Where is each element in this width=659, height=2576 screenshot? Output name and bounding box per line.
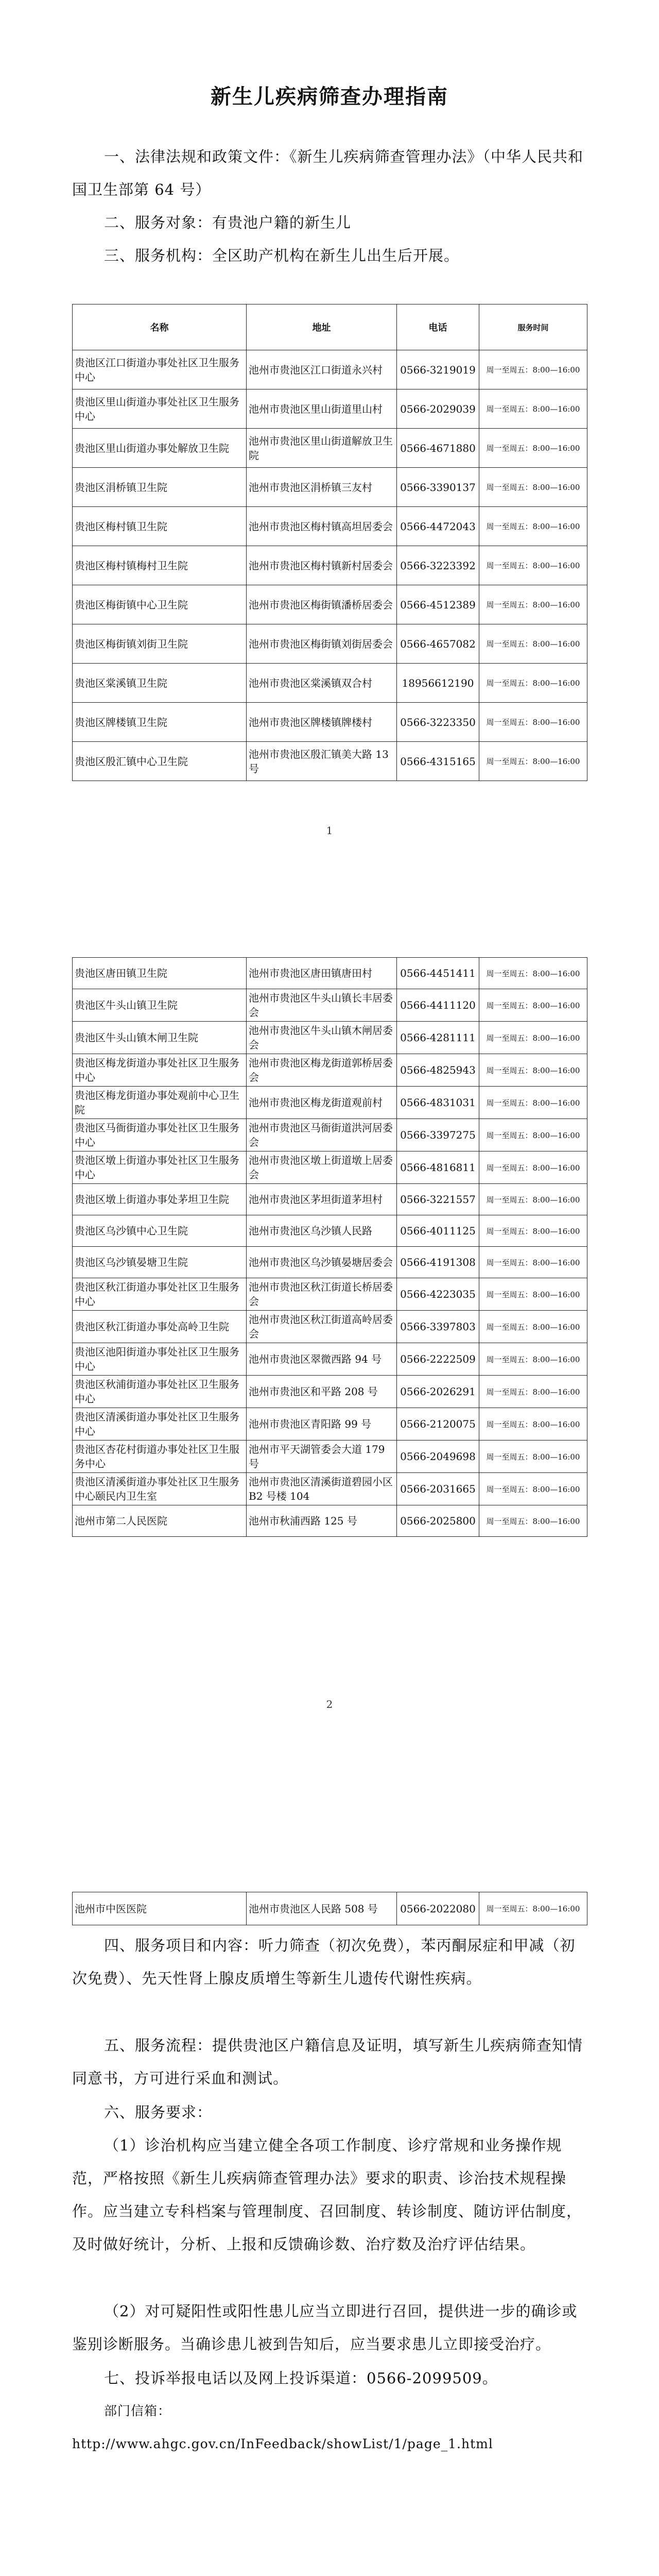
agency-address: 池州市贵池区殷汇镇美大路 13 号 — [247, 742, 397, 781]
agency-address: 池州市贵池区梅街镇刘街居委会 — [247, 624, 397, 664]
header-name: 名称 — [73, 304, 247, 350]
table-row — [73, 1505, 587, 1537]
service-time: 周一至周五：8:00—16:00 — [479, 1376, 587, 1408]
agency-name: 贵池区清溪街道办事处社区卫生服务中心 — [73, 1408, 247, 1440]
agency-table-part-3 — [72, 1892, 587, 1925]
service-time: 周一至周五：8:00—16:00 — [479, 1473, 587, 1505]
section-8-department-mailbox[interactable]: 部门信箱： http://www.ahgc.gov.cn/InFeedback/showList/1/page_1.html — [72, 2403, 493, 2451]
service-time: 周一至周五：8:00—16:00 — [479, 1278, 587, 1311]
agency-address: 池州市贵池区翠微西路 94 号 — [247, 1343, 397, 1376]
table-row — [73, 989, 587, 1022]
table-row — [73, 585, 587, 624]
agency-phone: 0566-4816811 — [397, 1151, 479, 1184]
agency-name: 贵池区里山街道办事处社区卫生服务中心 — [73, 389, 247, 429]
agency-phone: 0566-3390137 — [397, 468, 479, 507]
agency-phone: 0566-3397275 — [397, 1119, 479, 1151]
agency-address: 池州市贵池区梅龙街道观前村 — [247, 1087, 397, 1119]
agency-table-part-2 — [72, 957, 587, 1537]
table-row — [73, 546, 587, 585]
agency-name: 贵池区唐田镇卫生院 — [73, 958, 247, 989]
table-row — [73, 1278, 587, 1311]
agency-table-part-1 — [72, 304, 587, 781]
agency-name: 贵池区清溪街道办事处社区卫生服务中心颐民内卫生室 — [73, 1473, 247, 1505]
table-row — [73, 1408, 587, 1440]
service-time: 周一至周五：8:00—16:00 — [479, 429, 587, 468]
agency-address: 池州市贵池区牌楼镇牌楼村 — [247, 703, 397, 742]
agency-address: 池州市贵池区梅村镇高坦居委会 — [247, 507, 397, 546]
agency-name: 贵池区梅村镇卫生院 — [73, 507, 247, 546]
section-5-service-process: 五、服务流程：提供贵池区户籍信息及证明，填写新生儿疾病筛查知情同意书，方可进行采血和测试。 — [72, 2037, 583, 2087]
agency-name: 贵池区梅龙街道办事处观前中心卫生院 — [73, 1087, 247, 1119]
agency-address: 池州市贵池区人民路 508 号 — [247, 1892, 397, 1925]
service-time: 周一至周五：8:00—16:00 — [479, 389, 587, 429]
service-time: 周一至周五：8:00—16:00 — [479, 546, 587, 585]
agency-address: 池州市贵池区梅龙街道郭桥居委会 — [247, 1054, 397, 1087]
agency-phone: 0566-2022080 — [397, 1892, 479, 1925]
agency-phone: 0566-3223392 — [397, 546, 479, 585]
table-body-page-3 — [73, 1892, 587, 1925]
page-number-1: 1 — [326, 824, 333, 837]
agency-phone: 0566-2049698 — [397, 1440, 479, 1473]
table-row — [73, 1343, 587, 1376]
agency-name: 贵池区梅街镇中心卫生院 — [73, 585, 247, 624]
document-page-3 — [0, 1865, 659, 2576]
table-row — [73, 1151, 587, 1184]
agency-name: 贵池区牛头山镇卫生院 — [73, 989, 247, 1022]
agency-phone: 0566-4472043 — [397, 507, 479, 546]
service-time: 周一至周五：8:00—16:00 — [479, 1505, 587, 1537]
agency-address: 池州市贵池区乌沙镇人民路 — [247, 1215, 397, 1247]
table-row — [73, 1311, 587, 1343]
service-time: 周一至周五：8:00—16:00 — [479, 1184, 587, 1215]
agency-name: 贵池区里山街道办事处解放卫生院 — [73, 429, 247, 468]
section-6-service-requirements: 六、服务要求： — [104, 2104, 213, 2121]
table-row — [73, 1215, 587, 1247]
table-row — [73, 958, 587, 989]
table-row — [73, 429, 587, 468]
agency-phone: 0566-4825943 — [397, 1054, 479, 1087]
agency-address: 池州市贵池区梅街镇潘桥居委会 — [247, 585, 397, 624]
service-time: 周一至周五：8:00—16:00 — [479, 1215, 587, 1247]
section-2-service-target: 二、服务对象：有贵池户籍的新生儿 — [104, 214, 352, 231]
table-body-page-1 — [73, 350, 587, 781]
agency-phone: 0566-3223350 — [397, 703, 479, 742]
section-6-item-2: （2）对可疑阳性或阳性患儿应当立即进行召回，提供进一步的确诊或鉴别诊断服务。当确诊患儿被到告知后，应当要求患儿立即接受治疗。 — [72, 2302, 578, 2353]
table-row — [73, 742, 587, 781]
agency-address: 池州市贵池区棠溪镇双合村 — [247, 664, 397, 703]
agency-address: 池州市贵池区涓桥镇三友村 — [247, 468, 397, 507]
table-row — [73, 389, 587, 429]
agency-phone: 0566-4657082 — [397, 624, 479, 664]
table-row — [73, 1184, 587, 1215]
service-time: 周一至周五：8:00—16:00 — [479, 468, 587, 507]
agency-phone: 0566-3221557 — [397, 1184, 479, 1215]
service-time: 周一至周五：8:00—16:00 — [479, 1408, 587, 1440]
agency-address: 池州市贵池区墩上街道墩上居委会 — [247, 1151, 397, 1184]
table-row — [73, 1247, 587, 1278]
agency-address: 池州市贵池区乌沙镇晏塘居委会 — [247, 1247, 397, 1278]
agency-name: 贵池区马衙街道办事处社区卫生服务中心 — [73, 1119, 247, 1151]
table-row — [73, 1473, 587, 1505]
agency-phone: 0566-4512389 — [397, 585, 479, 624]
agency-phone: 0566-4451411 — [397, 958, 479, 989]
table-row — [73, 1376, 587, 1408]
service-time: 周一至周五：8:00—16:00 — [479, 664, 587, 703]
document-page-1 — [0, 0, 659, 931]
agency-phone: 0566-3219019 — [397, 350, 479, 389]
table-row — [73, 507, 587, 546]
service-time: 周一至周五：8:00—16:00 — [479, 1119, 587, 1151]
agency-address: 池州市秋浦西路 125 号 — [247, 1505, 397, 1537]
table-body-page-2 — [73, 958, 587, 1537]
table-row — [73, 624, 587, 664]
agency-name: 贵池区池阳街道办事处社区卫生服务中心 — [73, 1343, 247, 1376]
agency-phone: 0566-2031665 — [397, 1473, 479, 1505]
service-time: 周一至周五：8:00—16:00 — [479, 1151, 587, 1184]
service-time: 周一至周五：8:00—16:00 — [479, 1440, 587, 1473]
section-3-service-agency: 三、服务机构：全区助产机构在新生儿出生后开展。 — [104, 247, 460, 264]
agency-address: 池州市贵池区江口街道永兴村 — [247, 350, 397, 389]
document-page-2 — [0, 931, 659, 1865]
agency-name: 贵池区梅村镇梅村卫生院 — [73, 546, 247, 585]
agency-name: 池州市第二人民医院 — [73, 1505, 247, 1537]
agency-address: 池州市贵池区里山街道解放卫生院 — [247, 429, 397, 468]
agency-address: 池州市贵池区青阳路 99 号 — [247, 1408, 397, 1440]
service-time: 周一至周五：8:00—16:00 — [479, 1087, 587, 1119]
table-row — [73, 350, 587, 389]
section-6-item-1: （1）诊治机构应当建立健全各项工作制度、诊疗常规和业务操作规范，严格按照《新生儿疾病筛查管理办法》要求的职责、诊治技术规程操作。应当建立专科档案与管理制度、召回制度、转诊制度、随访评估制度，及时做好统计，分析、上报和反馈确诊数、治疗数及治疗评估结果。 — [72, 2137, 582, 2253]
service-time: 周一至周五：8:00—16:00 — [479, 742, 587, 781]
agency-name: 贵池区墩上街道办事处社区卫生服务中心 — [73, 1151, 247, 1184]
agency-phone: 0566-2026291 — [397, 1376, 479, 1408]
agency-name: 池州市中医医院 — [73, 1892, 247, 1925]
page-number-2: 2 — [326, 1698, 333, 1710]
agency-address: 池州市贵池区牛头山镇长丰居委会 — [247, 989, 397, 1022]
service-time: 周一至周五：8:00—16:00 — [479, 958, 587, 989]
agency-name: 贵池区秋江街道办事处高岭卫生院 — [73, 1311, 247, 1343]
agency-address: 池州市贵池区梅村镇新村居委会 — [247, 546, 397, 585]
service-time: 周一至周五：8:00—16:00 — [479, 1022, 587, 1054]
agency-phone: 0566-4411120 — [397, 989, 479, 1022]
agency-name: 贵池区乌沙镇中心卫生院 — [73, 1215, 247, 1247]
section-7-complaint-hotline: 七、投诉举报电话以及网上投诉渠道：0566-2099509。 — [104, 2369, 498, 2387]
table-header-row — [73, 304, 587, 350]
agency-address: 池州市贵池区牛头山镇木闸居委会 — [247, 1022, 397, 1054]
service-time: 周一至周五：8:00—16:00 — [479, 989, 587, 1022]
table-row — [73, 1892, 587, 1925]
agency-address: 池州市平天湖管委会大道 179 号 — [247, 1440, 397, 1473]
agency-phone: 0566-2025800 — [397, 1505, 479, 1537]
agency-name: 贵池区杏花村街道办事处社区卫生服务中心 — [73, 1440, 247, 1473]
agency-name: 贵池区墩上街道办事处茅坦卫生院 — [73, 1184, 247, 1215]
agency-name: 贵池区梅街镇刘街卫生院 — [73, 624, 247, 664]
agency-phone: 0566-4191308 — [397, 1247, 479, 1278]
agency-address: 池州市贵池区秋江街道高岭居委会 — [247, 1311, 397, 1343]
agency-name: 贵池区牌楼镇卫生院 — [73, 703, 247, 742]
agency-phone: 0566-4315165 — [397, 742, 479, 781]
agency-name: 贵池区乌沙镇晏塘卫生院 — [73, 1247, 247, 1278]
agency-phone: 0566-3397803 — [397, 1311, 479, 1343]
service-time: 周一至周五：8:00—16:00 — [479, 1343, 587, 1376]
agency-name: 贵池区秋江街道办事处社区卫生服务中心 — [73, 1278, 247, 1311]
header-service-time: 服务时间 — [479, 304, 587, 350]
table-row — [73, 1119, 587, 1151]
agency-phone: 0566-4281111 — [397, 1022, 479, 1054]
agency-address: 池州市贵池区清溪街道碧园小区 B2 号楼 104 — [247, 1473, 397, 1505]
table-row — [73, 1022, 587, 1054]
agency-phone: 0566-4831031 — [397, 1087, 479, 1119]
agency-address: 池州市贵池区马衙街道洪河居委会 — [247, 1119, 397, 1151]
agency-address: 池州市贵池区和平路 208 号 — [247, 1376, 397, 1408]
table-row — [73, 1440, 587, 1473]
service-time: 周一至周五：8:00—16:00 — [479, 350, 587, 389]
service-time: 周一至周五：8:00—16:00 — [479, 1054, 587, 1087]
agency-address: 池州市贵池区茅坦街道茅坦村 — [247, 1184, 397, 1215]
header-address: 地址 — [247, 304, 397, 350]
table-row — [73, 1054, 587, 1087]
agency-name: 贵池区牛头山镇木闸卫生院 — [73, 1022, 247, 1054]
agency-phone: 0566-4671880 — [397, 429, 479, 468]
agency-phone: 0566-4011125 — [397, 1215, 479, 1247]
agency-phone: 0566-2222509 — [397, 1343, 479, 1376]
agency-phone: 0566-4223035 — [397, 1278, 479, 1311]
service-time: 周一至周五：8:00—16:00 — [479, 703, 587, 742]
agency-phone: 18956612190 — [397, 664, 479, 703]
header-phone: 电话 — [397, 304, 479, 350]
service-time: 周一至周五：8:00—16:00 — [479, 1311, 587, 1343]
section-4-service-items: 四、服务项目和内容：听力筛查（初次免费），苯丙酮尿症和甲减（初次免费）、先天性肾上腺皮质增生等新生儿遗传代谢性疾病。 — [72, 1937, 576, 1987]
service-time: 周一至周五：8:00—16:00 — [479, 1892, 587, 1925]
service-time: 周一至周五：8:00—16:00 — [479, 507, 587, 546]
agency-phone: 0566-2029039 — [397, 389, 479, 429]
agency-phone: 0566-2120075 — [397, 1408, 479, 1440]
document-title: 新生儿疾病筛查办理指南 — [211, 84, 448, 109]
agency-name: 贵池区江口街道办事处社区卫生服务中心 — [73, 350, 247, 389]
agency-name: 贵池区棠溪镇卫生院 — [73, 664, 247, 703]
agency-address: 池州市贵池区唐田镇唐田村 — [247, 958, 397, 989]
agency-address: 池州市贵池区里山街道里山村 — [247, 389, 397, 429]
agency-name: 贵池区秋浦街道办事处社区卫生服务中心 — [73, 1376, 247, 1408]
agency-name: 贵池区殷汇镇中心卫生院 — [73, 742, 247, 781]
section-1-legal-basis: 一、法律法规和政策文件：《新生儿疾病筛查管理办法》（中华人民共和国卫生部第 64 号） — [72, 148, 584, 198]
table-row — [73, 664, 587, 703]
service-time: 周一至周五：8:00—16:00 — [479, 585, 587, 624]
table-row — [73, 468, 587, 507]
agency-name: 贵池区涓桥镇卫生院 — [73, 468, 247, 507]
agency-name: 贵池区梅龙街道办事处社区卫生服务中心 — [73, 1054, 247, 1087]
service-time: 周一至周五：8:00—16:00 — [479, 624, 587, 664]
table-row — [73, 1087, 587, 1119]
table-row — [73, 703, 587, 742]
agency-address: 池州市贵池区秋江街道长桥居委会 — [247, 1278, 397, 1311]
service-time: 周一至周五：8:00—16:00 — [479, 1247, 587, 1278]
